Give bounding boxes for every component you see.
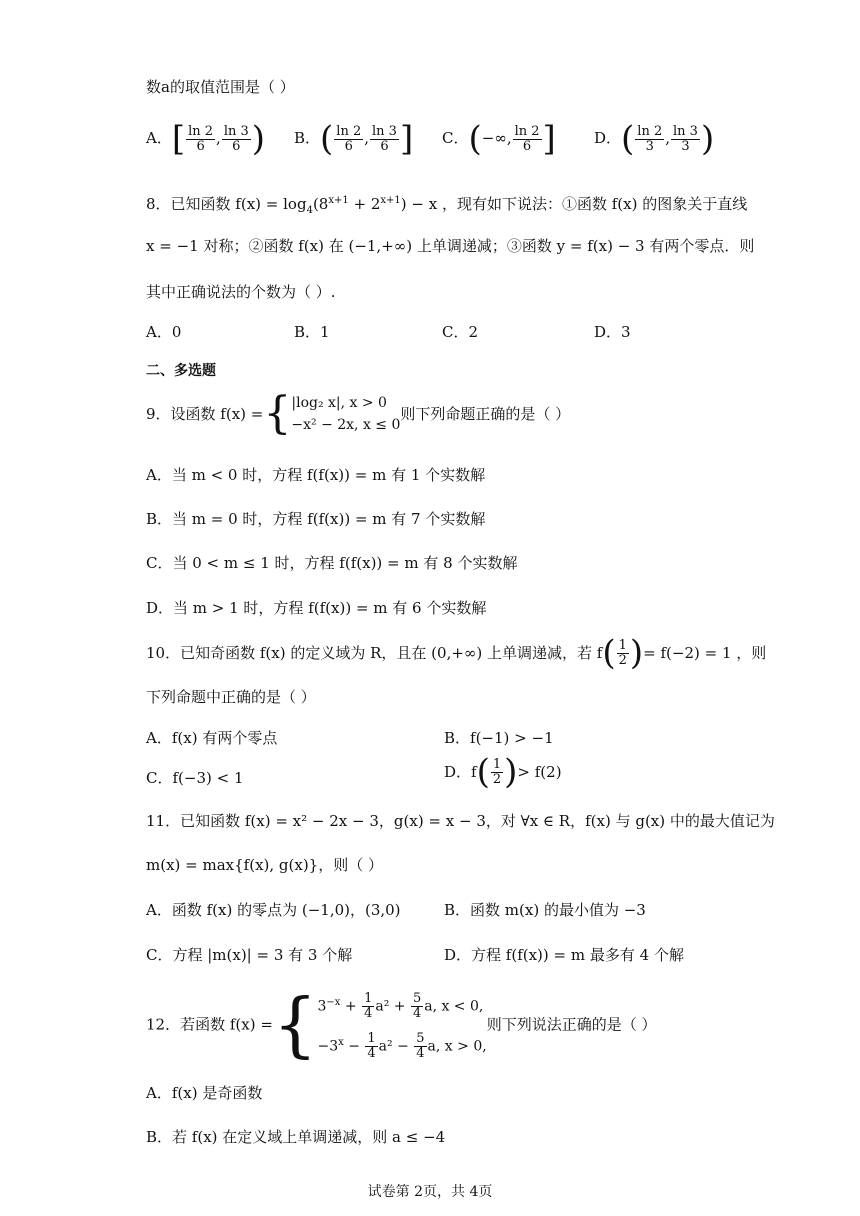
q9-option-a: A．当 m < 0 时，方程 f(f(x)) = m 有 1 个实数解 <box>146 466 486 484</box>
q10-line-2: 下列命题中正确的是（ ） <box>146 688 316 706</box>
q11-option-b: B．函数 m(x) 的最小值为 −3 <box>444 901 646 919</box>
q9-stem: 9．设函数 f(x) ={ |log₂ x|, x > 0 −x² − 2x, x ≤ 0 则下列命题正确的是（ ） <box>146 388 571 439</box>
q10-line-1: 10．已知奇函数 f(x) 的定义域为 R，且在 (0,+∞) 上单调递减，若 f( $\frac{1}{2}$ )= f(−2) = 1 ，则 <box>146 633 767 673</box>
q8-line-2: x = −1 对称；②函数 f(x) 在 (−1,+∞) 上单调递减；③函数 y = f(x) − 3 有两个零点．则 <box>146 237 755 255</box>
q8-option-a: A．0 <box>146 323 182 341</box>
q8-option-c: C．2 <box>442 323 479 341</box>
q8-option-b: B．1 <box>294 323 330 341</box>
q8-option-d: D．3 <box>594 323 631 341</box>
q8-line-3: 其中正确说法的个数为（ ）. <box>146 283 336 301</box>
q10-option-c: C．f(−3) < 1 <box>146 769 244 787</box>
q11-option-c: C．方程 |m(x)| = 3 有 3 个解 <box>146 946 353 964</box>
q9-option-c: C．当 0 < m ≤ 1 时，方程 f(f(x)) = m 有 8 个实数解 <box>146 554 518 572</box>
q10-option-a: A．f(x) 有两个零点 <box>146 729 278 747</box>
q9-option-d: D．当 m > 1 时，方程 f(f(x)) = m 有 6 个实数解 <box>146 599 487 617</box>
q7-option-c: C．(−∞, $\frac{\ln 2}{6}$ ] <box>442 119 556 159</box>
q12-option-b: B．若 f(x) 在定义域上单调递减，则 a ≤ −4 <box>146 1128 446 1146</box>
page-footer: 试卷第 2页，共 4页 <box>367 1184 493 1200</box>
q11-line-1: 11．已知函数 f(x) = x² − 2x − 3，g(x) = x − 3，对 ∀x ∈ R，f(x) 与 g(x) 中的最大值记为 <box>146 812 775 830</box>
q8-line-1: 8．已知函数 $f(x) = \log_4(8^{x+1} + 2^{x+1}) - x$ ，现有如下说法：①函数 f(x) 的图象关于直线 <box>146 195 748 216</box>
q7-option-b: B．( $\frac{\ln 2}{6}$ , $\frac{\ln 3}{6}$ ] <box>294 119 414 159</box>
q7-option-a: A．[ $\frac{\ln 2}{6}$ , $\frac{\ln 3}{6}$ ) <box>146 119 266 159</box>
q10-option-b: B．f(−1) > −1 <box>444 729 554 747</box>
section-title: 二、多选题 <box>146 363 216 379</box>
q7-stem-end: 数a的取值范围是（ ） <box>146 78 295 96</box>
q11-option-d: D．方程 f(f(x)) = m 最多有 4 个解 <box>444 946 684 964</box>
q12-stem: 12．若函数 f(x) ={ $3^{-x}$ + $\frac{1}{4}$ a² + $\frac{5}{4}$ a, x < 0, $-3^x$ − $\frac{1}{4}$ a² − $\frac{5}{4}$ a, x > 0, 则下列说法正确的是（ ） <box>146 983 657 1066</box>
q10-option-d: D．f( $\frac{1}{2}$ )> f(2) <box>444 752 562 792</box>
q12-option-a: A．f(x) 是奇函数 <box>146 1084 263 1102</box>
q11-option-a: A．函数 f(x) 的零点为 (−1,0)，(3,0) <box>146 901 401 919</box>
q7-option-d: D．( $\frac{\ln 2}{3}$ , $\frac{\ln 3}{3}$ ) <box>594 119 715 159</box>
q9-option-b: B．当 m = 0 时，方程 f(f(x)) = m 有 7 个实数解 <box>146 510 486 528</box>
q11-line-2: m(x) = max{f(x), g(x)}，则（ ） <box>146 856 383 874</box>
